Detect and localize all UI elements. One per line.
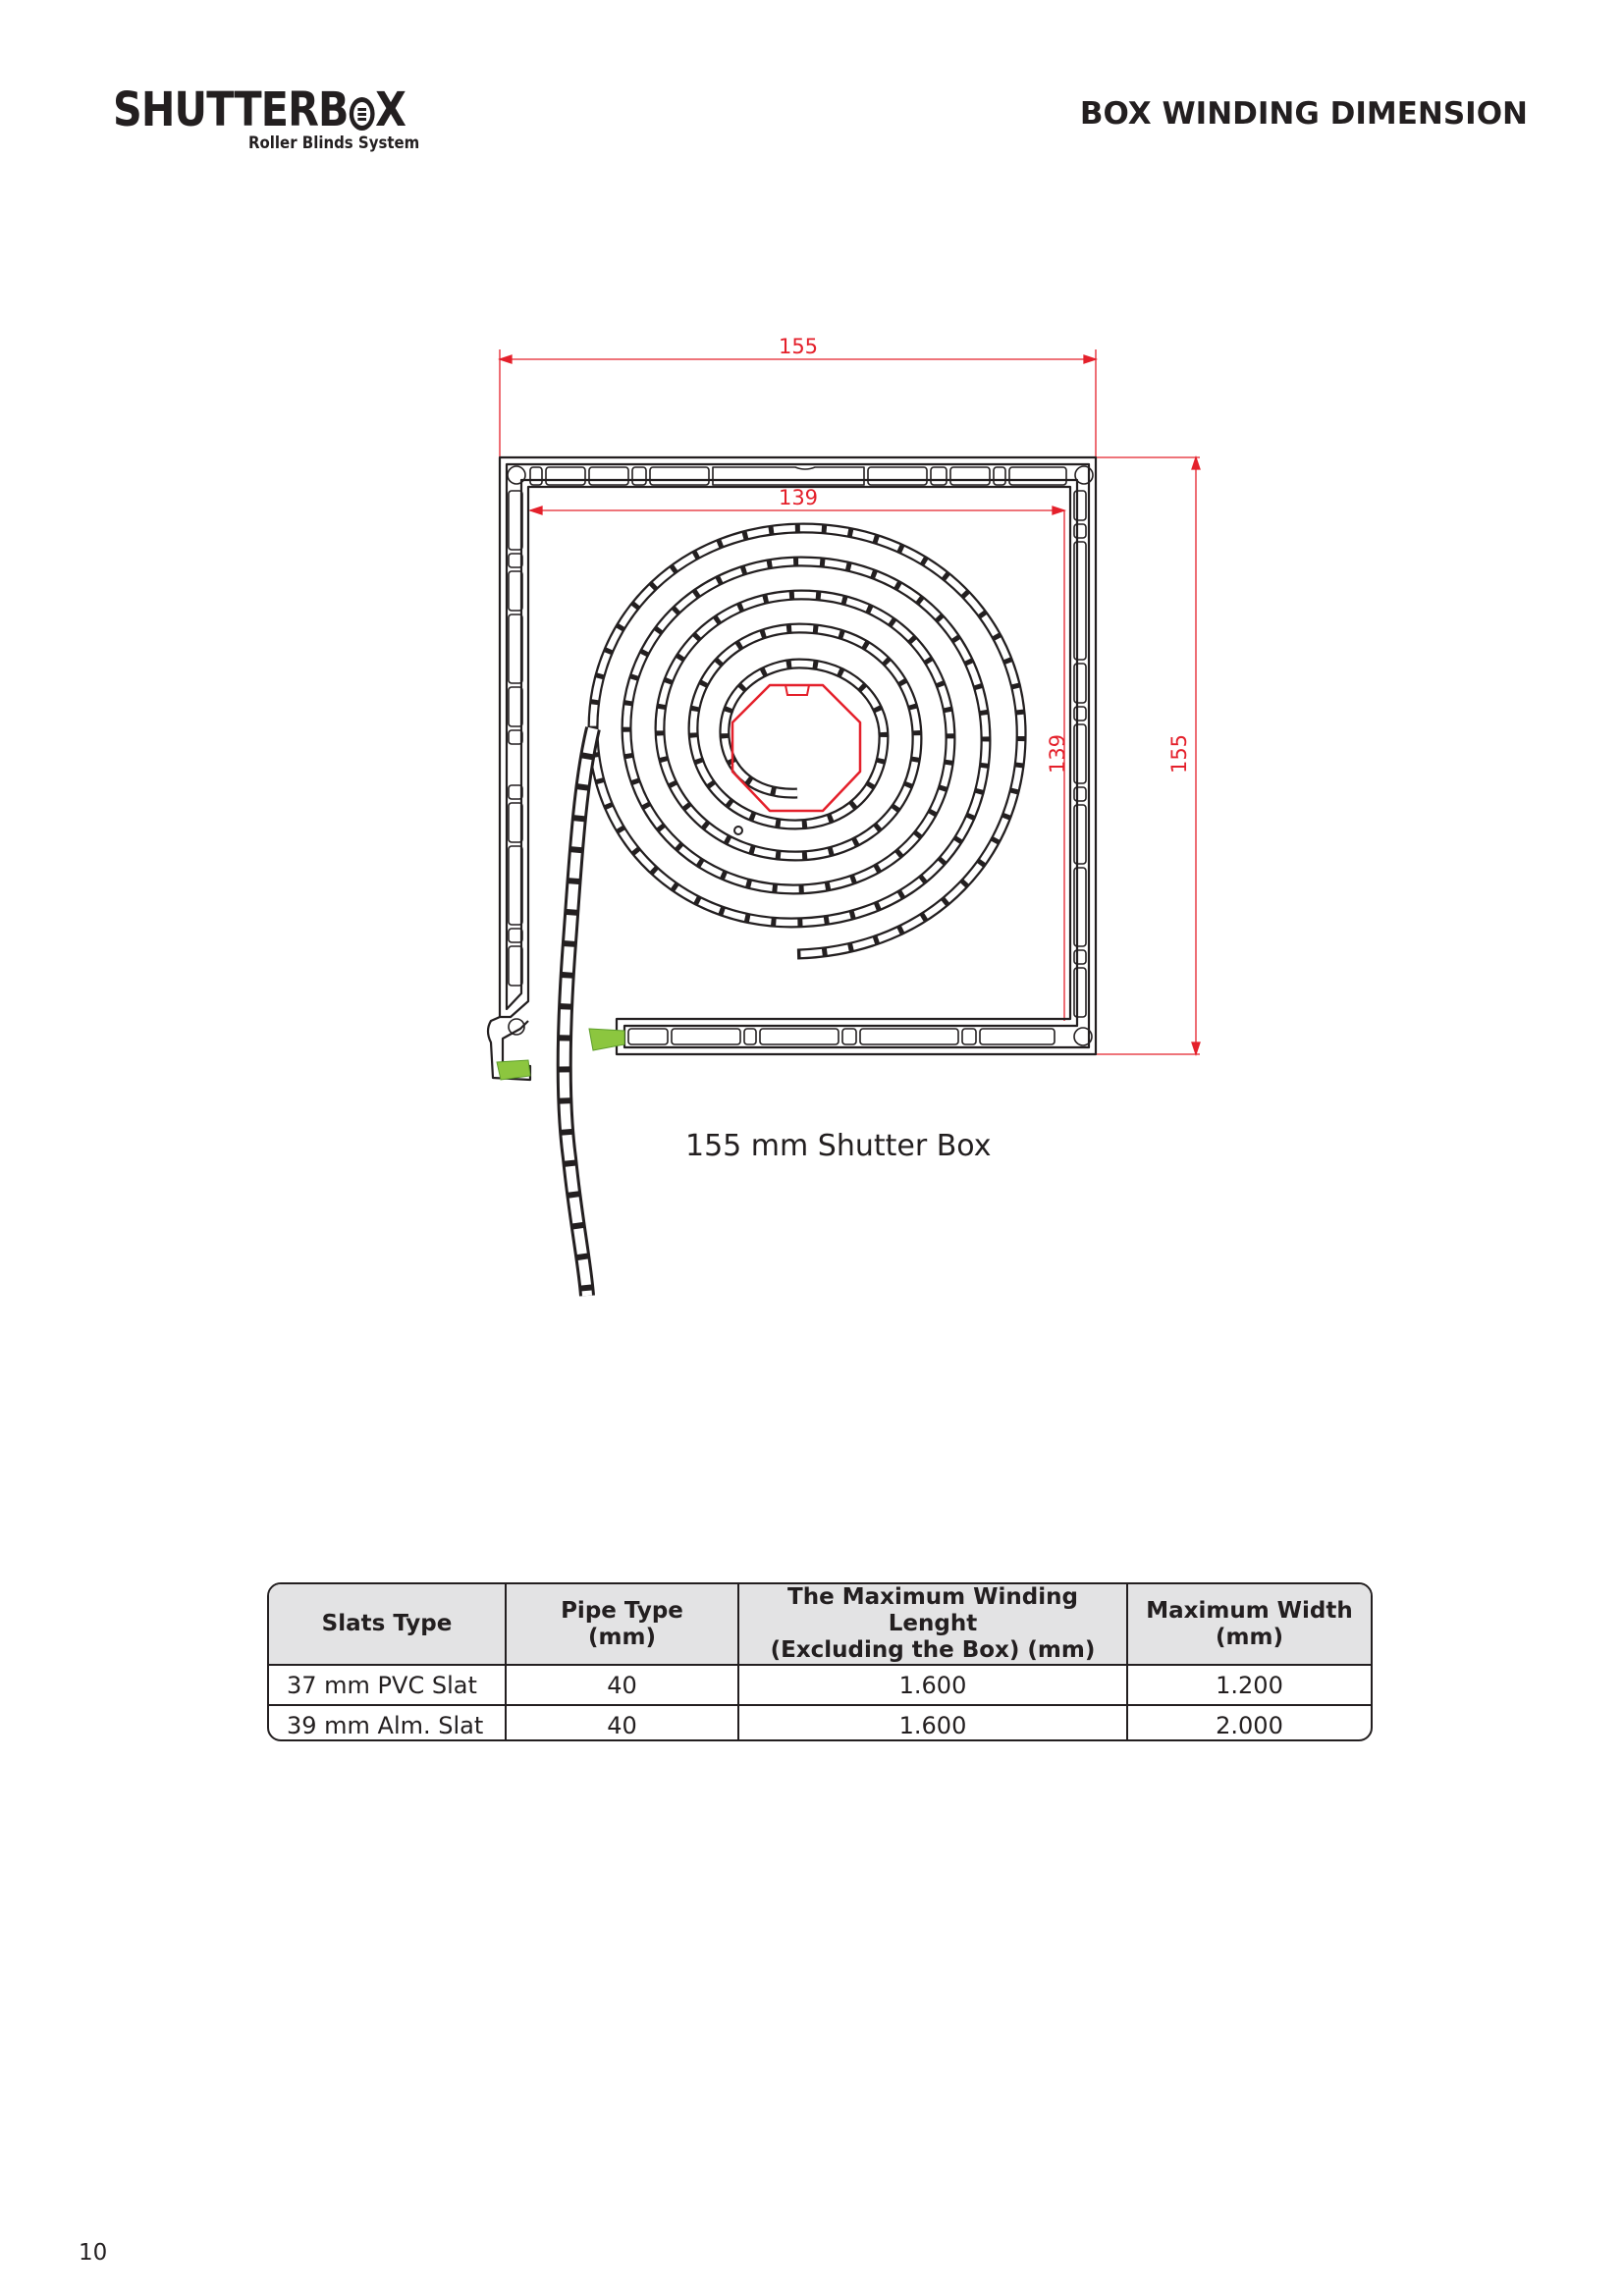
cell-max-winding-length: 1.600 xyxy=(738,1705,1127,1741)
logo-wordmark: SHUTTERB X xyxy=(113,82,406,137)
cell-pipe-type: 40 xyxy=(506,1665,738,1705)
spec-table xyxy=(267,1582,1373,1741)
col-header-max-winding-length: The Maximum Winding Lenght (Excluding the Box) (mm) xyxy=(738,1584,1127,1665)
table-row xyxy=(269,1705,1371,1741)
cell-slats-type: 37 mm PVC Slat xyxy=(269,1665,506,1705)
col-header-max-width: Maximum Width (mm) xyxy=(1127,1584,1371,1665)
figure-caption: 155 mm Shutter Box xyxy=(685,1129,992,1163)
dim-inner-height-label: 139 xyxy=(1046,733,1069,774)
table-header-row xyxy=(269,1584,1371,1665)
shutter-box-drawing xyxy=(471,324,1218,1315)
logo-tagline: Roller Blinds System xyxy=(248,133,420,153)
table-row xyxy=(269,1665,1371,1705)
cell-slats-type: 39 mm Alm. Slat xyxy=(269,1705,506,1741)
cell-pipe-type: 40 xyxy=(506,1705,738,1741)
cell-max-width: 2.000 xyxy=(1127,1705,1371,1741)
page-number: 10 xyxy=(79,2240,108,2266)
rolled-slat-curtain xyxy=(565,528,1021,1296)
dim-outer-height-label: 155 xyxy=(1167,733,1191,774)
page-title: BOX WINDING DIMENSION xyxy=(1079,96,1528,132)
col-header-pipe-type: Pipe Type (mm) xyxy=(506,1584,738,1665)
cell-max-width: 1.200 xyxy=(1127,1665,1371,1705)
col-header-slats-type: Slats Type xyxy=(269,1584,506,1665)
dim-inner-width-label: 139 xyxy=(778,486,819,509)
dim-outer-width-label: 155 xyxy=(778,335,819,358)
brand-logo xyxy=(113,82,427,161)
cell-max-winding-length: 1.600 xyxy=(738,1665,1127,1705)
roller-blind-icon xyxy=(349,97,374,131)
